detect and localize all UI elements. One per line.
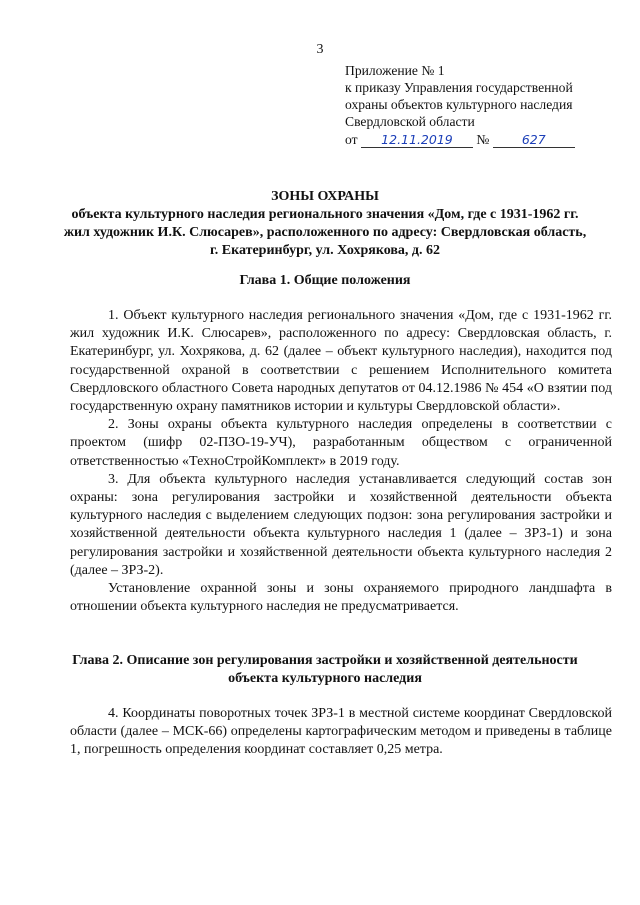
page-number: 3 [316, 42, 324, 57]
paragraph-2: 2. Зоны охраны объекта культурного наследия определены в соответствии с проектом (шифр 02-ПЗО-19-УЧ), разработанным обществом с ограниченной ответственностью «ТехноСтройКомплект» в 2019 году. [70, 417, 612, 469]
appendix-block [345, 62, 625, 148]
order-date-handwritten: 12.11.2019 [361, 133, 473, 148]
chapter1-body [70, 307, 612, 616]
title-subtitle: объекта культурного наследия регионального значения «Дом, где с 1931-1962 гг. жил художник И.К. Слюсарев», расположенного по адресу: Свердловская область, г. Екатеринбург, ул. Хохрякова, д. 62 [63, 207, 587, 258]
document-title [60, 188, 590, 260]
chapter2-body [70, 705, 612, 760]
number-prefix: № [476, 132, 490, 147]
order-number-handwritten: 627 [493, 133, 575, 148]
paragraph-1: 1. Объект культурного наследия регионального значения «Дом, где с 1931-1962 гг. жил художник И.К. Слюсарев», расположенного по адресу: Свердловская область, г. Екатеринбург, ул. Хохрякова, д. 62 (далее – объект культурного наследия), находится под государственной охраной в соответствии с решением Исполнительного комитета Свердловского областного Совета народных депутатов от 04.12.1986 № 454 «О взятии под государственную охрану памятников истории и культуры Свердловской области». [70, 308, 612, 415]
chapter2-heading: Глава 2. Описание зон регулирования застройки и хозяйственной деятельности объекта культурного наследия [72, 653, 578, 686]
order-date-number-line [345, 131, 625, 148]
appendix-line: Приложение № 1 [345, 63, 445, 78]
appendix-line: охраны объектов культурного наследия [345, 97, 573, 112]
chapter1-heading: Глава 1. Общие положения [239, 273, 411, 288]
date-prefix: от [345, 132, 358, 147]
title-main: ЗОНЫ ОХРАНЫ [271, 189, 379, 204]
paragraph-3: 3. Для объекта культурного наследия устанавливается следующий состав зон охраны: зона регулирования застройки и хозяйственной деятельности объекта культурного наследия с выделением следующих подзон: зона регулирования застройки и хозяйственной деятельности объекта культурного наследия 1 (далее – ЗРЗ-1) и зона регулирования застройки и хозяйственной деятельности объекта культурного наследия 2 (далее – ЗРЗ-2). [70, 471, 612, 578]
paragraph-note: Установление охранной зоны и зоны охраняемого природного ландшафта в отношении объекта культурного наследия не предусматривается. [70, 581, 612, 615]
appendix-line: к приказу Управления государственной [345, 80, 573, 95]
appendix-line: Свердловской области [345, 114, 475, 129]
paragraph-4: 4. Координаты поворотных точек ЗРЗ-1 в местной системе координат Свердловской области (далее – МСК-66) определены картографическим методом и приведены в таблице 1, погрешность определения координат составляет 0,25 метра. [70, 706, 612, 758]
